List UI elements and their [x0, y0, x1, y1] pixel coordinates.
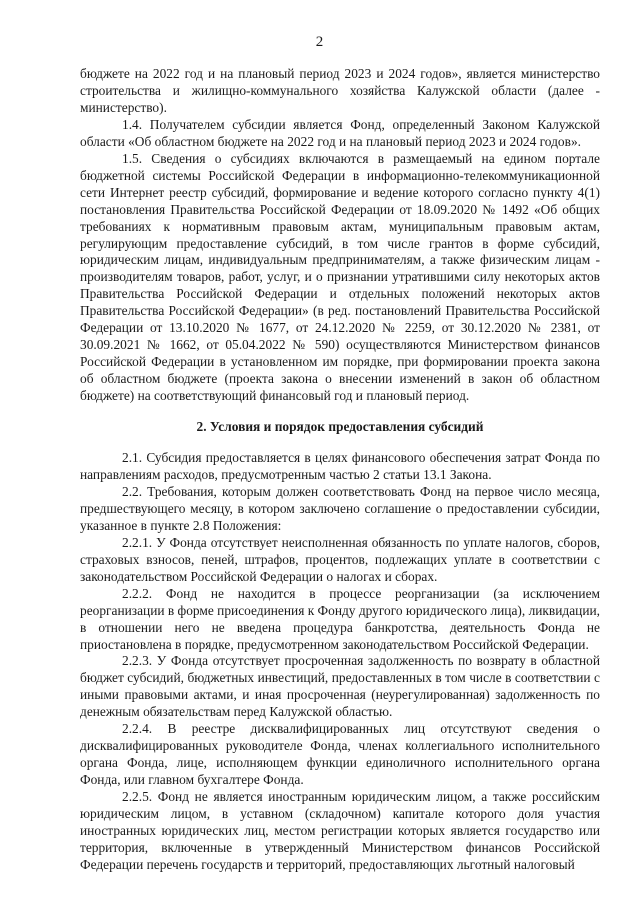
paragraph-1-5: 1.5. Сведения о субсидиях включаются в размещаемый на едином портале бюджетной системы Российской Федерации в информационно-телекоммуникационной сети Интернет реестр субсидий, формирование и ведение которого согласно пункту 4(1) постановления Правительства Российской Федерации от 18.09.2020 № 1492 «Об общих требованиях к нормативным правовым актам, муниципальным правовым актам, регулирующим предоставление субсидий, в том числе грантов в форме субсидий, юридическим лицам, индивидуальным предпринимателям, а также физическим лицам - производителям товаров, работ, услуг, и о признании утратившими силу некоторых актов Правительства Российской Федерации и отдельных положений некоторых актов Правительства Российской Федерации» (в ред. постановлений Правительства Российской Федерации от 13.10.2020 № 1677, от 24.12.2020 № 2259, от 30.12.2020 № 2381, от 30.09.2021 № 1662, от 05.04.2022 № 590) осуществляются Министерством финансов Российской Федерации в установленном им порядке, при формировании проекта закона об областном бюджете (проекта закона о внесении изменений в закон об областном бюджете) на соответствующий финансовый год и плановый период.: [80, 150, 600, 404]
paragraph-2-1: 2.1. Субсидия предоставляется в целях финансового обеспечения затрат Фонда по направлениям расходов, предусмотренным частью 2 статьи 13.1 Закона.: [80, 450, 600, 482]
paragraph-2-2-3: 2.2.3. У Фонда отсутствует просроченная задолженность по возврату в областной бюджет субсидий, бюджетных инвестиций, предоставленных в том числе в соответствии с иными правовыми актами, и иная просроченная (неурегулированная) задолженность по денежным обязательствам перед Калужской областью.: [80, 653, 600, 720]
paragraph-1-4: 1.4. Получателем субсидии является Фонд, определенный Законом Калужской области «Об областном бюджете на 2022 год и на плановый период 2023 и 2024 годов».: [80, 116, 600, 149]
paragraph-2-2-5: 2.2.5. Фонд не является иностранным юридическим лицом, а также российским юридическим лицом, в уставном (складочном) капитале которого доля участия иностранных юридических лиц, местом регистрации которых является государство или территория, включенные в утвержденный Министерством финансов Российской Федерации перечень государств и территорий, предоставляющих льготный налоговый: [80, 789, 600, 872]
paragraph-2-2-2: 2.2.2. Фонд не находится в процессе реорганизации (за исключением реорганизации в форме присоединения к Фонду другого юридического лица), ликвидации, в отношении него не введена процедура банкротства, деятельность Фонда не приостановлена в порядке, предусмотренном законодательством Российской Федерации.: [80, 585, 601, 652]
paragraph-continuation: бюджете на 2022 год и на плановый период 2023 и 2024 годов», является министерство строительства и жилищно-коммунального хозяйства Калужской области (далее - министерство).: [80, 66, 600, 115]
paragraph-2-2-1: 2.2.1. У Фонда отсутствует неисполненная обязанность по уплате налогов, сборов, страховых взносов, пеней, штрафов, процентов, подлежащих уплате в соответствии с законодательством Российской Федерации о налогах и сборах.: [80, 534, 600, 584]
page-number: 2: [315, 34, 324, 50]
paragraph-2-2-4: 2.2.4. В реестре дисквалифицированных лиц отсутствуют сведения о дисквалифицированных руководителе Фонда, членах коллегиального исполнительного органа Фонда, лице, исполняющем функции единоличного исполнительного органа Фонда, или главном бухгалтере Фонда.: [80, 721, 600, 788]
paragraph-2-2: 2.2. Требования, которым должен соответствовать Фонд на первое число месяца, предшествующего месяцу, в котором заключено соглашение о предоставлении субсидии, указанное в пункте 2.8 Положения:: [80, 483, 600, 533]
section-heading: 2. Условия и порядок предоставления субсидий: [196, 419, 484, 435]
document-body: [80, 66, 600, 874]
